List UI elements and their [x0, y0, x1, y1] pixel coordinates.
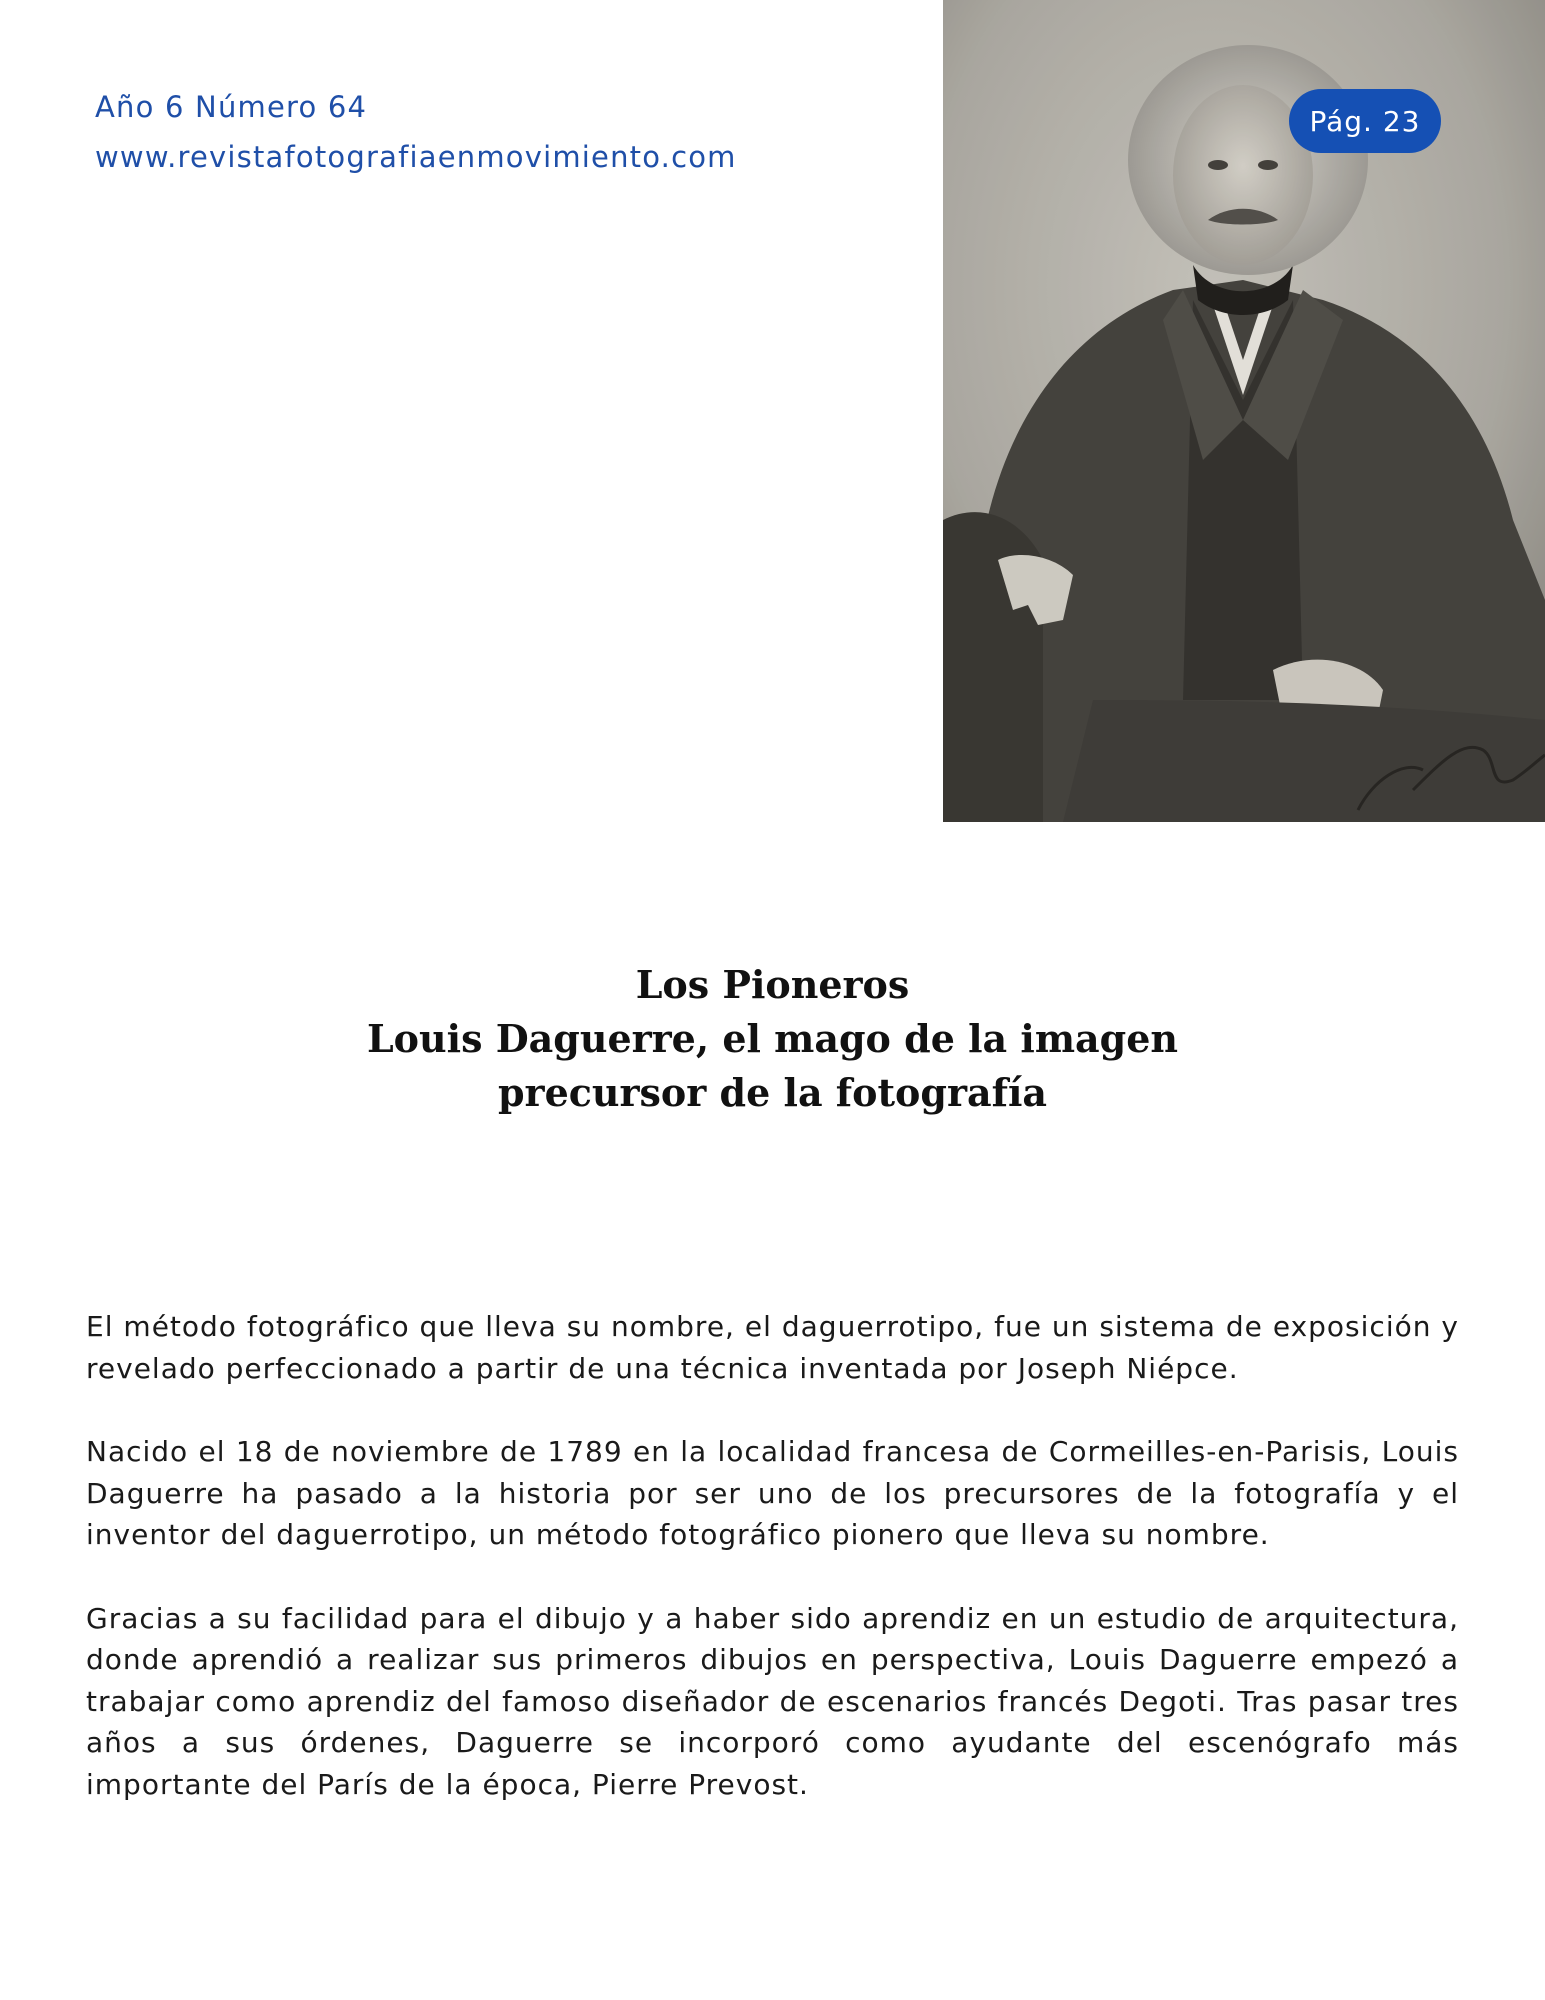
- article-title: [0, 958, 1545, 1120]
- paragraph: Nacido el 18 de noviembre de 1789 en la localidad francesa de Cormeilles-en-Parisis, Louis Daguerre ha pasado a la historia por ser uno de los precursores de la fotografía y el inventor del daguerrotipo, un método fotográfico pionero que lleva su nombre.: [86, 1435, 1459, 1551]
- article-body: [86, 1306, 1459, 1847]
- website-link[interactable]: www.revistafotografiaenmovimiento.com: [95, 140, 737, 174]
- magazine-header: [95, 82, 737, 182]
- issue-label: Año 6 Número 64: [95, 90, 368, 124]
- headline-line-2: precursor de la fotografía: [497, 1070, 1047, 1115]
- paragraph: El método fotográfico que lleva su nombre, el daguerrotipo, fue un sistema de exposición y revelado perfeccionado a partir de una técnica inventada por Joseph Niépce.: [86, 1310, 1459, 1385]
- section-title: Los Pioneros: [635, 962, 910, 1007]
- portrait-photo: [943, 0, 1545, 822]
- headline-line-1: Louis Daguerre, el mago de la imagen: [366, 1016, 1179, 1061]
- page-number-badge: Pág. 23: [1289, 89, 1441, 153]
- paragraph: Gracias a su facilidad para el dibujo y a haber sido aprendiz en un estudio de arquitectura, donde aprendió a realizar sus primeros dibujos en perspectiva, Louis Daguerre empezó a trabajar como aprendiz del famoso diseñador de escenarios francés Degoti. Tras pasar tres años a sus órdenes, Daguerre se incorporó como ayudante del escenógrafo más importante del París de la época, Pierre Prevost.: [86, 1601, 1459, 1801]
